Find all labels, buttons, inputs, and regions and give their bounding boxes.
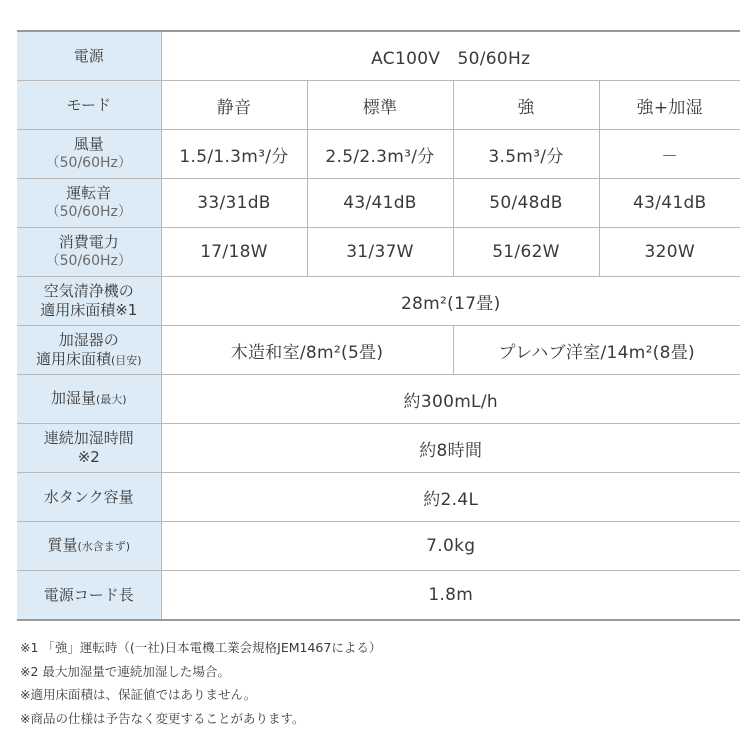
- row-airflow: [17, 130, 740, 179]
- label-humidifier-area-line2: [17, 350, 161, 370]
- label-purifier-area-line1: 空気清浄機の: [43, 282, 134, 300]
- row-cord-length: [17, 571, 740, 621]
- power-standard: 31/37W: [307, 228, 453, 277]
- row-mode: [17, 81, 740, 130]
- value-tank-capacity: 約2.4L: [161, 473, 740, 522]
- label-noise-sub: （50/60Hz）: [45, 204, 132, 220]
- label-humidifier-area: [17, 326, 161, 375]
- label-continuous-time-line2: ※2: [77, 448, 100, 466]
- power-strong: 51/62W: [453, 228, 599, 277]
- mode-standard: 標準: [307, 81, 453, 130]
- label-humidification: [17, 375, 161, 424]
- airflow-strong: 3.5m³/分: [453, 130, 599, 179]
- row-tank-capacity: [17, 473, 740, 522]
- label-weight-text: 質量: [47, 536, 78, 554]
- airflow-quiet: 1.5/1.3m³/分: [161, 130, 307, 179]
- footnote-2: ※2 最大加湿量で連続加湿した場合。: [20, 663, 230, 679]
- noise-standard: 43/41dB: [307, 179, 453, 228]
- label-airflow-main: 風量: [73, 135, 104, 153]
- row-noise: [17, 179, 740, 228]
- value-power-source: AC100V 50/60Hz: [161, 31, 740, 81]
- label-humidifier-area-line1: 加湿器の: [58, 330, 119, 349]
- label-purifier-area: [17, 277, 161, 326]
- row-purifier-area: [17, 277, 740, 326]
- label-weight: [17, 522, 161, 571]
- value-weight: 7.0kg: [161, 522, 740, 571]
- airflow-standard: 2.5/2.3m³/分: [307, 130, 453, 179]
- noise-quiet: 33/31dB: [161, 179, 307, 228]
- label-power-consumption-main: 消費電力: [58, 233, 119, 251]
- label-noise-main: 運転音: [66, 184, 112, 202]
- value-purifier-area: 28m²(17畳): [161, 277, 740, 326]
- label-mode: モード: [17, 81, 161, 130]
- label-purifier-area-line2: 適用床面積※1: [40, 301, 138, 319]
- label-power-consumption: [17, 228, 161, 277]
- row-power-consumption: [17, 228, 740, 277]
- spec-table: [17, 30, 740, 621]
- noise-strong-humidify: 43/41dB: [599, 179, 740, 228]
- value-humidifier-area-wood: 木造和室/8m²(5畳): [161, 326, 453, 375]
- row-weight: [17, 522, 740, 571]
- row-continuous-time: [17, 424, 740, 473]
- label-continuous-time-line1: 連続加湿時間: [43, 429, 134, 447]
- label-cord-length: 電源コード長: [17, 571, 161, 621]
- value-cord-length: 1.8m: [161, 571, 740, 621]
- label-power-source: 電源: [17, 31, 161, 81]
- mode-strong: 強: [453, 81, 599, 130]
- footnotes: [20, 636, 381, 730]
- footnote-3: ※適用床面積は、保証値ではありません。: [20, 687, 257, 702]
- mode-strong-humidify: 強+加湿: [599, 81, 740, 130]
- value-continuous-time: 約8時間: [161, 424, 740, 473]
- label-humidifier-area-text: 適用床面積: [35, 349, 111, 368]
- label-humidifier-area-note: (目安): [110, 353, 142, 367]
- row-power-source: [17, 31, 740, 81]
- label-weight-note: (水含まず): [77, 540, 131, 553]
- label-humidification-text: 加湿量: [50, 389, 96, 407]
- label-noise: [17, 179, 161, 228]
- power-strong-humidify: 320W: [599, 228, 740, 277]
- label-power-consumption-sub: （50/60Hz）: [45, 253, 132, 269]
- mode-quiet: 静音: [161, 81, 307, 130]
- label-airflow-sub: （50/60Hz）: [45, 155, 132, 171]
- noise-strong: 50/48dB: [453, 179, 599, 228]
- label-airflow: [17, 130, 161, 179]
- footnote-4: ※商品の仕様は予告なく変更することがあります。: [20, 710, 305, 726]
- label-continuous-time: [17, 424, 161, 473]
- label-humidification-note: (最大): [95, 393, 127, 406]
- row-humidifier-area: [17, 326, 740, 375]
- row-humidification: [17, 375, 740, 424]
- value-humidifier-area-prefab: プレハブ洋室/14m²(8畳): [453, 326, 740, 375]
- label-tank-capacity: 水タンク容量: [17, 473, 161, 522]
- power-quiet: 17/18W: [161, 228, 307, 277]
- value-humidification: 約300mL/h: [161, 375, 740, 424]
- footnote-1: ※1 「強」運転時（(一社)日本電機工業会規格JEM1467による）: [20, 640, 382, 655]
- airflow-strong-humidify: －: [599, 130, 740, 179]
